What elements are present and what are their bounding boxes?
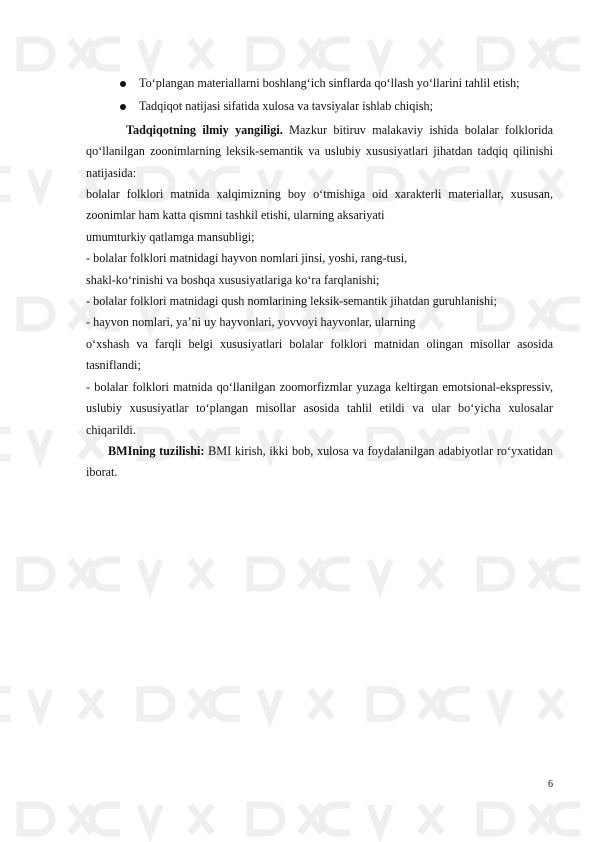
list-item xyxy=(86,96,553,117)
paragraph: umumturkiy qatlamga mansubligi; xyxy=(86,229,255,244)
objectives-list xyxy=(86,73,553,118)
list-item-text: To‘plangan materiallarni boshlang‘ich sinflarda qo‘llash yo‘llarini tahlil etish; xyxy=(139,76,520,90)
list-item xyxy=(86,73,553,94)
paragraph: shakl-ko‘rinishi va boshqa xususiyatlariga ko‘ra farqlanishi; xyxy=(86,272,380,287)
paragraph: - bolalar folklori matnidagi hayvon nomlari jinsi, yoshi, rang-tusi, xyxy=(86,251,408,266)
list-item-text: Tadqiqot natijasi sifatida xulosa va tavsiyalar ishlab chiqish; xyxy=(139,99,433,114)
page-number: 6 xyxy=(548,779,553,790)
bullet-icon xyxy=(120,81,126,87)
novelty-heading: Tadqiqotning ilmiy yangiligi. xyxy=(126,122,283,137)
novelty-paragraph xyxy=(86,120,553,184)
structure-paragraph xyxy=(86,441,553,484)
paragraph: bolalar folklori matnida xalqimizning boy o‘tmishiga oid xarakterli materiallar, xususan, zoonimlar ham katta qismni tashkil etishi, ularning aksariyati xyxy=(86,187,553,223)
structure-text: BMI kirish, ikki bob, xulosa va foydalanilgan adabiyotlar ro‘yxatidan iborat. xyxy=(86,443,554,480)
bullet-icon xyxy=(120,104,126,110)
document-page xyxy=(86,73,553,484)
paragraph: - bolalar folklori matnidagi qush nomlarining leksik-semantik jihatdan guruhlanishi; xyxy=(86,294,497,309)
paragraph: - hayvon nomlari, ya’ni uy hayvonlari, yovvoyi hayvonlar, ularning xyxy=(86,315,416,330)
paragraph: - bolalar folklori matnida qo‘llanilgan zoomorfizmlar yuzaga keltirgan emotsional-ekspressiv, uslubiy xususiyatlar to‘plangan misollar asosida tahlil etildi va ular bo‘yicha xulosalar chiqarildi. xyxy=(86,379,553,437)
paragraph: o‘xshash va farqli belgi xususiyatlari bolalar folklori matnidan olingan misollar asosida tasniflandi; xyxy=(86,336,553,373)
novelty-text: Mazkur bitiruv malakaviy ishida bolalar folklorida qo‘llanilgan zoonimlarning leksik-semantik va uslubiy xususiyatlari jihatdan tadqiq qilinishi natijasida: xyxy=(86,122,553,180)
structure-heading: BMIning tuzilishi: xyxy=(108,443,205,458)
